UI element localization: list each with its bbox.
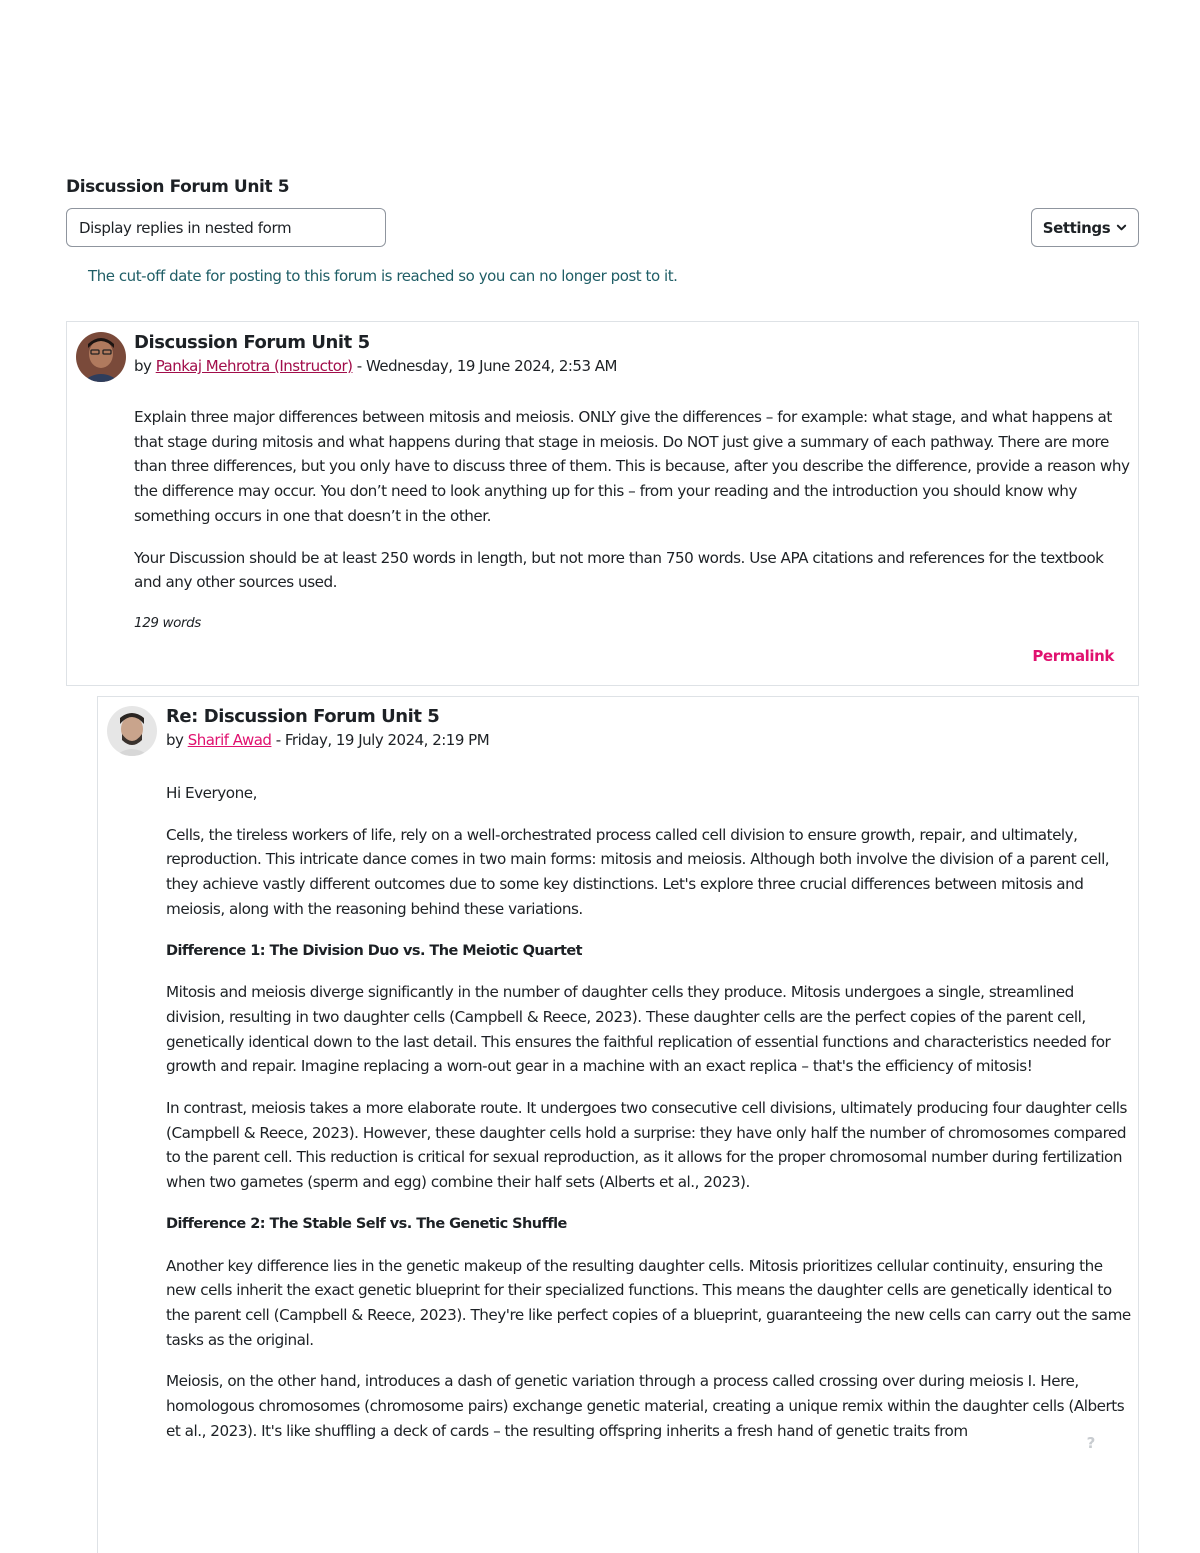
post-date: - Friday, 19 July 2024, 2:19 PM [271,731,490,749]
post-paragraph: Cells, the tireless workers of life, rely on a well-orchestrated process called cell division to ensure growth, repair, and ultimately, reproduction. This intricate dance comes in two main forms: mitosis and meiosis. Although both involve the division of a parent cell, they achieve vastly different outcomes due to some key distinctions. Let's explore three crucial differences between mitosis and meiosis, along with the reasoning behind these variations. [166,825,1110,918]
display-mode-value: Display replies in nested form [79,218,292,237]
chevron-down-icon [1116,222,1127,233]
display-mode-select[interactable] [66,208,386,247]
section-heading: Difference 1: The Division Duo vs. The Meiotic Quartet [166,942,583,959]
post-body [134,405,1134,612]
forum-post-main [66,321,1139,686]
post-paragraph: Hi Everyone, [166,784,257,802]
post-byline [134,357,617,375]
post-subject: Discussion Forum Unit 5 [134,332,370,353]
post-subject: Re: Discussion Forum Unit 5 [166,706,440,727]
author-link[interactable]: Pankaj Mehrotra (Instructor) [155,357,353,375]
post-paragraph: Another key difference lies in the genetic makeup of the resulting daughter cells. Mitosis prioritizes cellular continuity, ensuring the new cells inherit the exact genetic blueprint for their specialized functions. This means the daughter cells are genetically identical to the parent cell (Campbell & Reece, 2023). They're like perfect copies of a blueprint, guaranteeing the new cells can carry out the same tasks as the original. [166,1256,1131,1349]
post-body [166,781,1132,1460]
by-label: by [134,357,152,375]
author-link[interactable]: Sharif Awad [187,731,272,749]
section-heading: Difference 2: The Stable Self vs. The Genetic Shuffle [166,1215,567,1232]
help-icon[interactable]: ? [1086,1434,1096,1452]
post-byline [166,731,489,749]
word-count: 129 words [134,615,201,631]
page-title: Discussion Forum Unit 5 [66,177,290,197]
settings-button[interactable] [1031,208,1139,247]
forum-post-reply [97,696,1139,1553]
cutoff-notice: The cut-off date for posting to this forum is reached so you can no longer post to it. [88,267,678,285]
settings-label: Settings [1042,218,1111,237]
avatar[interactable] [76,332,126,382]
post-paragraph: Explain three major differences between mitosis and meiosis. ONLY give the differences – for example: what stage, and what happens at that stage during mitosis and what happens during that stage in meiosis. Do NOT just give a summary of each pathway. There are more than three differences, but you only have to discuss three of them. This is because, after you describe the difference, provide a reason why the difference may occur. You don’t need to look anything up for this – from your reading and the introduction you should know why something occurs in one that doesn’t in the other. [134,408,1130,525]
post-paragraph: In contrast, meiosis takes a more elaborate route. It undergoes two consecutive cell divisions, ultimately producing four daughter cells (Campbell & Reece, 2023). However, these daughter cells hold a surprise: they have only half the number of chromosomes compared to the parent cell. This reduction is critical for sexual reproduction, as it allows for the proper chromosomal number during fertilization when two gametes (sperm and egg) combine their half sets (Alberts et al., 2023). [166,1099,1127,1192]
post-paragraph: Mitosis and meiosis diverge significantly in the number of daughter cells they produce. Mitosis undergoes a single, streamlined division, resulting in two daughter cells (Campbell & Reece, 2023). These daughter cells are the perfect copies of the parent cell, genetically identical down to the last detail. This ensures the faithful replication of essential functions and characteristics needed for growth and repair. Imagine replacing a worn-out gear in a machine with an exact replica – that's the efficiency of mitosis! [166,983,1111,1076]
post-paragraph: Meiosis, on the other hand, introduces a dash of genetic variation through a process called crossing over during meiosis I. Here, homologous chromosomes (chromosome pairs) exchange genetic material, creating a unique remix within the daughter cells (Alberts et al., 2023). It's like shuffling a deck of cards – the resulting offspring inherits a fresh hand of genetic traits from [166,1372,1125,1440]
avatar[interactable] [107,706,157,756]
post-date: - Wednesday, 19 June 2024, 2:53 AM [352,357,617,375]
post-paragraph: Your Discussion should be at least 250 words in length, but not more than 750 words. Use APA citations and references for the textbook and any other sources used. [134,548,1104,592]
permalink-link[interactable]: Permalink [1032,647,1114,665]
by-label: by [166,731,184,749]
